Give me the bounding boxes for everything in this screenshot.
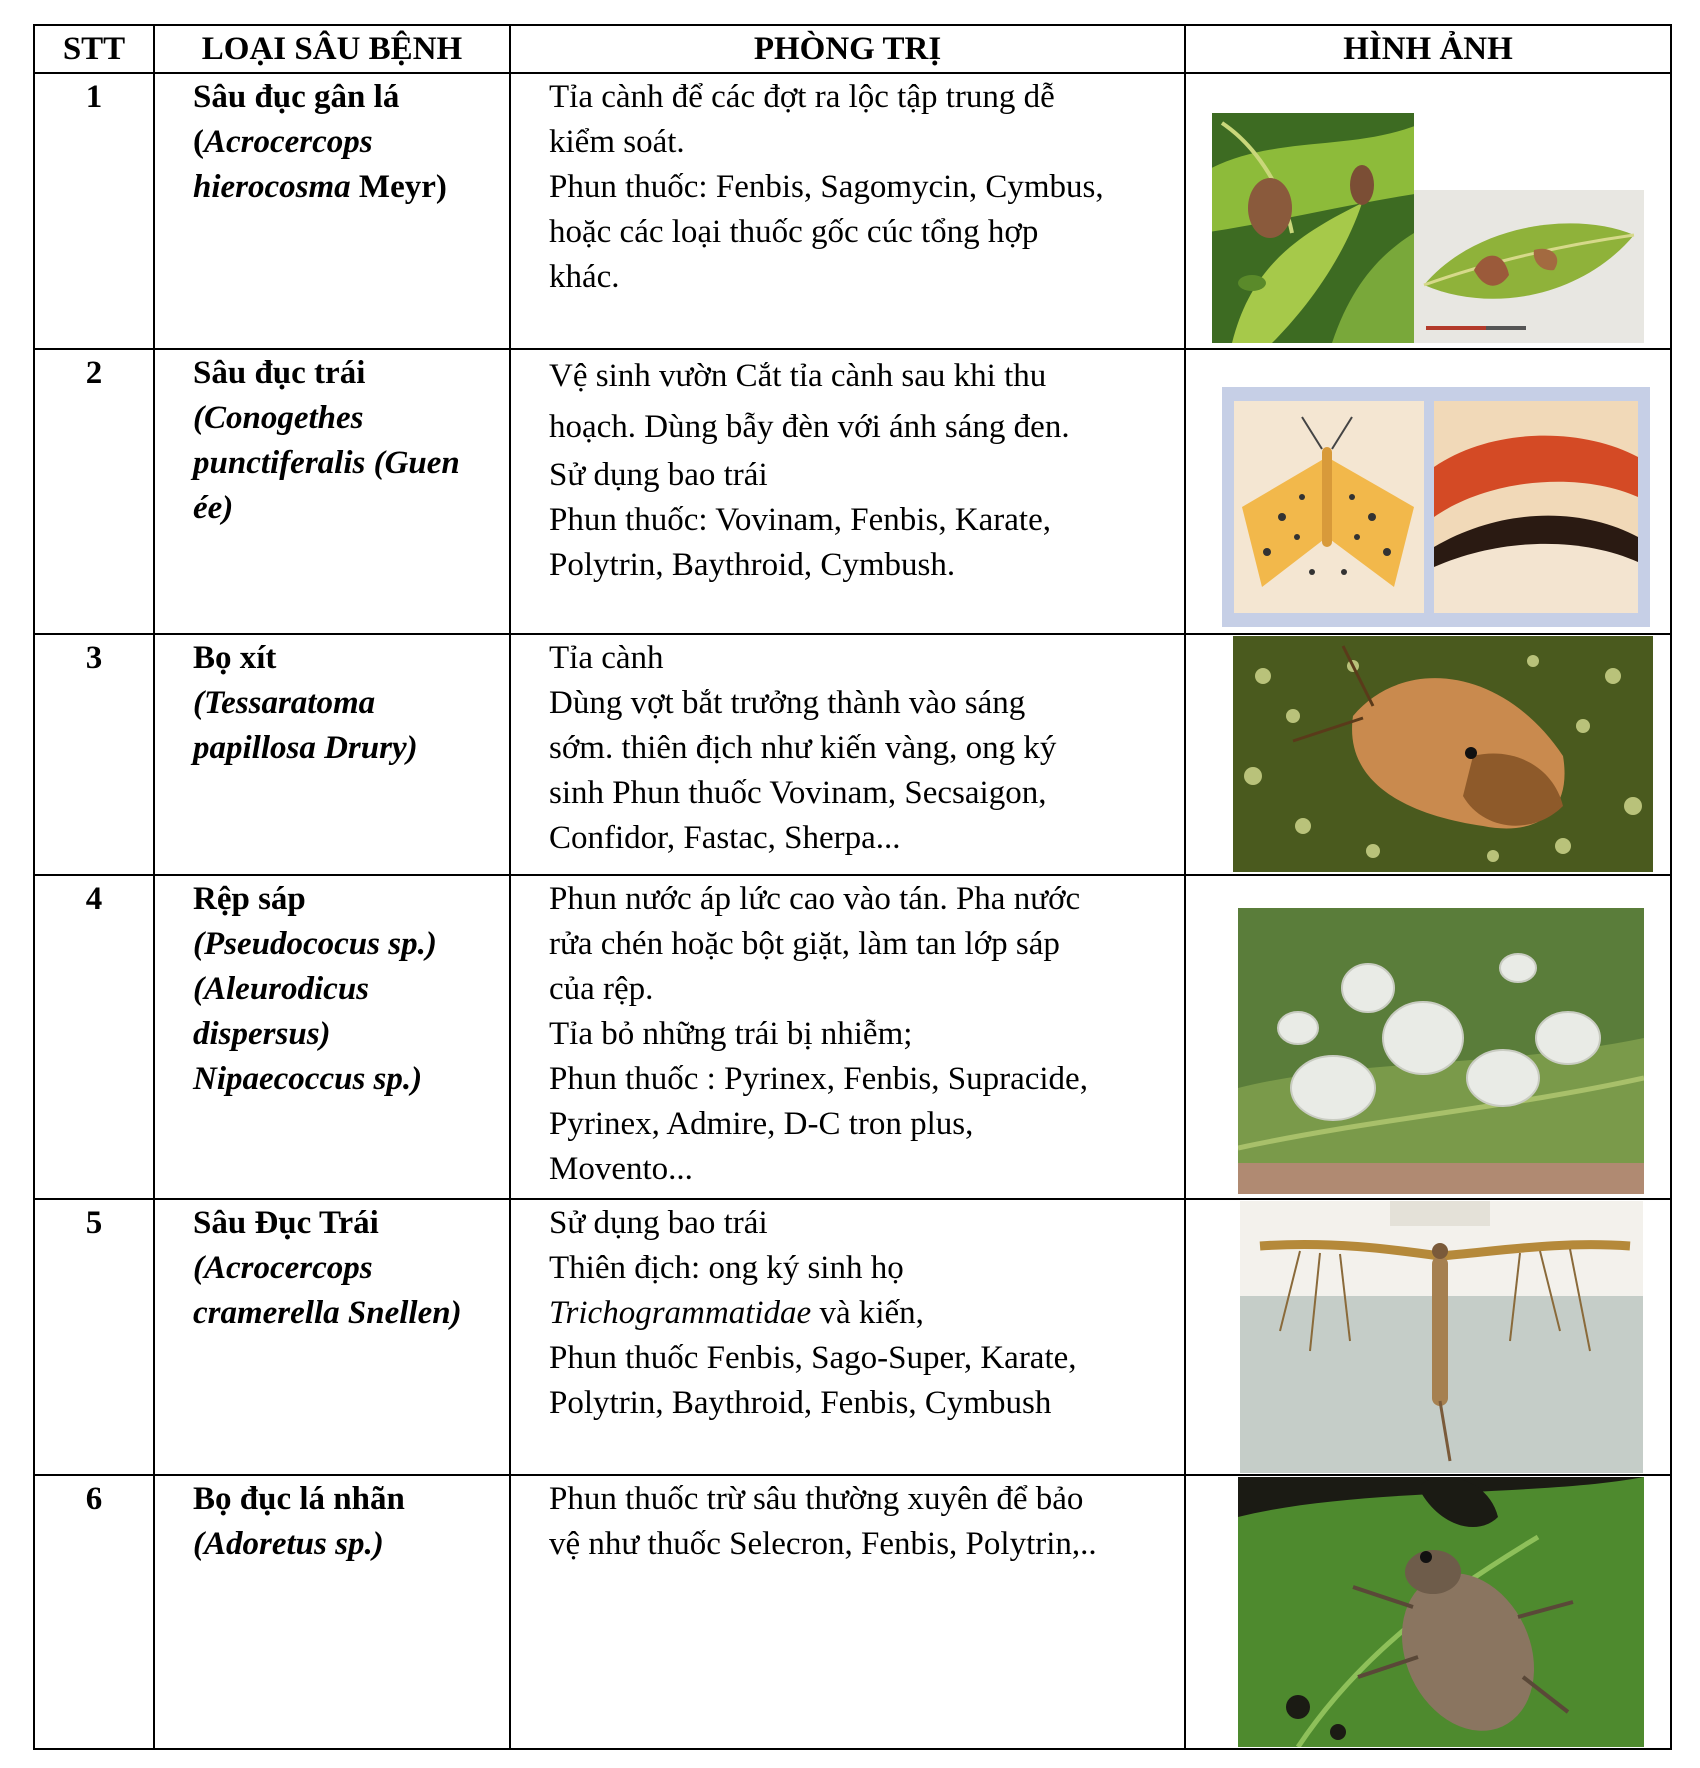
pest-scientific-name: (Acrocercops bbox=[193, 1250, 373, 1286]
leaf-miner-damage-photo bbox=[1212, 113, 1414, 343]
row-2-pest-name bbox=[193, 351, 503, 531]
treatment-line: của rệp. bbox=[549, 971, 654, 1007]
paren: ( bbox=[193, 124, 204, 160]
row-6-treatment bbox=[549, 1477, 1179, 1567]
moth-and-larva-photo-panel bbox=[1222, 387, 1650, 627]
pest-scientific-name: Nipaecoccus sp.) bbox=[193, 1061, 423, 1097]
row-1-treatment bbox=[549, 75, 1179, 300]
treatment-line: Confidor, Fastac, Sherpa... bbox=[549, 820, 901, 856]
treatment-line: Pyrinex, Admire, D-C tron plus, bbox=[549, 1106, 974, 1142]
pest-common-name: Bọ đục lá nhãn bbox=[193, 1481, 405, 1517]
treatment-line: Vệ sinh vườn Cắt tỉa cành sau khi thu bbox=[549, 358, 1047, 394]
treatment-line: vệ như thuốc Selecron, Fenbis, Polytrin,.. bbox=[549, 1526, 1097, 1562]
pest-common-name: Sâu Đục Trái bbox=[193, 1205, 379, 1241]
row-4-pest-name bbox=[193, 877, 503, 1102]
row-5-treatment bbox=[549, 1201, 1179, 1426]
leaf-beetle-photo bbox=[1238, 1477, 1644, 1747]
treatment-line: sớm. thiên địch như kiến vàng, ong ký bbox=[549, 730, 1057, 766]
row-3-treatment bbox=[549, 636, 1179, 861]
pest-scientific-name: dispersus) bbox=[193, 1016, 331, 1052]
parasitoid-family: Trichogrammatidae bbox=[549, 1295, 812, 1331]
row-1-pest-name bbox=[193, 75, 503, 210]
row-3-pest-name bbox=[193, 636, 503, 771]
pest-common-name: Sâu đục trái bbox=[193, 355, 366, 391]
treatment-line bbox=[549, 1291, 1179, 1336]
treatment-line: Sử dụng bao trái bbox=[549, 457, 768, 493]
treatment-line: rửa chén hoặc bột giặt, làm tan lớp sáp bbox=[549, 926, 1060, 962]
treatment-line: Tỉa cành để các đợt ra lộc tập trung dễ bbox=[549, 79, 1055, 115]
row-4-treatment bbox=[549, 877, 1179, 1192]
pest-common-name: Sâu đục gân lá bbox=[193, 79, 400, 115]
author: Meyr) bbox=[350, 169, 447, 205]
treatment-line: hoặc các loại thuốc gốc cúc tổng hợp bbox=[549, 214, 1039, 250]
pest-scientific-name-2 bbox=[193, 165, 503, 210]
row-3-stt: 3 bbox=[85, 640, 103, 676]
row-1-stt: 1 bbox=[85, 79, 103, 115]
treatment-line: Sử dụng bao trái bbox=[549, 1205, 768, 1241]
treatment-line: Phun thuốc trừ sâu thường xuyên để bảo bbox=[549, 1481, 1084, 1517]
mealybug-colony-photo bbox=[1238, 908, 1644, 1194]
treatment-line: Dùng vợt bắt trưởng thành vào sáng bbox=[549, 685, 1026, 721]
pest-scientific-name: punctiferalis (Guen bbox=[193, 445, 460, 481]
pest-common-name: Bọ xít bbox=[193, 640, 277, 676]
header-pest-type: LOẠI SÂU BỆNH bbox=[201, 31, 463, 67]
treatment-line: sinh Phun thuốc Vovinam, Secsaigon, bbox=[549, 775, 1047, 811]
header-image: HÌNH ẢNH bbox=[1343, 31, 1513, 67]
stink-bug-photo bbox=[1233, 636, 1653, 872]
treatment-line: Tỉa cành bbox=[549, 640, 664, 676]
row-5-stt: 5 bbox=[85, 1205, 103, 1241]
pest-common-name: Rệp sáp bbox=[193, 881, 306, 917]
treatment-line: Phun thuốc: Vovinam, Fenbis, Karate, bbox=[549, 502, 1051, 538]
genus: Acrocercops bbox=[204, 124, 373, 160]
pest-scientific-name: cramerella Snellen) bbox=[193, 1295, 462, 1331]
treatment-line: Phun thuốc: Fenbis, Sagomycin, Cymbus, bbox=[549, 169, 1104, 205]
row-6-stt: 6 bbox=[85, 1481, 103, 1517]
row-5-pest-name bbox=[193, 1201, 503, 1336]
pest-scientific-name: ée) bbox=[193, 490, 234, 526]
pest-scientific-name: papillosa Drury) bbox=[193, 730, 418, 766]
treatment-line: hoạch. Dùng bẫy đèn với ánh sáng đen. bbox=[549, 409, 1070, 445]
row-2-treatment bbox=[549, 351, 1179, 588]
treatment-line: Phun thuốc : Pyrinex, Fenbis, Supracide, bbox=[549, 1061, 1088, 1097]
treatment-text: và kiến, bbox=[811, 1295, 924, 1331]
pest-scientific-name: (Tessaratoma bbox=[193, 685, 376, 721]
treatment-line: khác. bbox=[549, 259, 620, 295]
treatment-line: Thiên địch: ong ký sinh họ bbox=[549, 1250, 904, 1286]
row-2-stt: 2 bbox=[85, 355, 103, 391]
row-4-stt: 4 bbox=[85, 881, 103, 917]
row-6-pest-name bbox=[193, 1477, 503, 1567]
damaged-leaf-specimen-photo bbox=[1414, 190, 1644, 343]
pest-scientific-name: (Aleurodicus bbox=[193, 971, 370, 1007]
fruit-borer-moth-photo bbox=[1240, 1201, 1643, 1473]
pest-scientific-name-1 bbox=[193, 120, 503, 165]
header-stt: STT bbox=[62, 31, 126, 67]
pest-scientific-name: (Pseudococus sp.) bbox=[193, 926, 437, 962]
treatment-line: Phun thuốc Fenbis, Sago-Super, Karate, bbox=[549, 1340, 1077, 1376]
treatment-line: Phun nước áp lức cao vào tán. Pha nước bbox=[549, 881, 1081, 917]
treatment-line: kiểm soát. bbox=[549, 124, 685, 160]
treatment-line: Tỉa bỏ những trái bị nhiễm; bbox=[549, 1016, 913, 1052]
treatment-line: Polytrin, Baythroid, Cymbush. bbox=[549, 547, 956, 583]
treatment-line: Polytrin, Baythroid, Fenbis, Cymbush bbox=[549, 1385, 1052, 1421]
header-treatment: PHÒNG TRỊ bbox=[753, 31, 942, 67]
pest-scientific-name: (Conogethes bbox=[193, 400, 364, 436]
species: hierocosma bbox=[193, 169, 351, 205]
treatment-line: Movento... bbox=[549, 1151, 693, 1187]
pest-scientific-name: (Adoretus sp.) bbox=[193, 1526, 384, 1562]
